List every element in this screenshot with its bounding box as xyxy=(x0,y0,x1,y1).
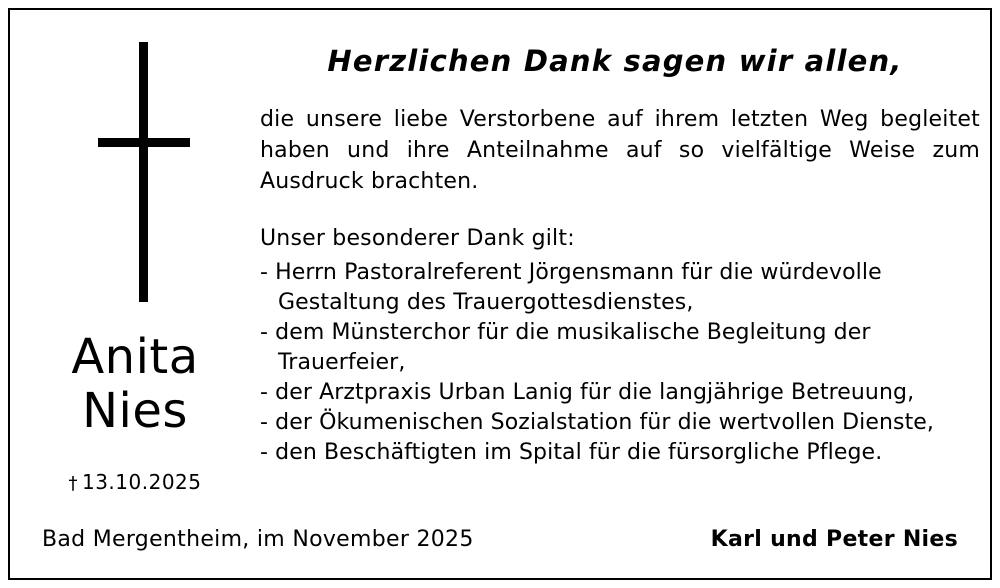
list-item: - dem Münsterchor für die musikalische Begleitung der Trauerfeier, xyxy=(260,320,871,375)
thanks-list xyxy=(260,258,980,468)
place-and-date: Bad Mergentheim, im November 2025 xyxy=(42,527,474,552)
death-date-value: 13.10.2025 xyxy=(81,470,202,494)
list-item: - den Beschäftigten im Spital für die fürsorgliche Pflege. xyxy=(260,440,883,465)
card-border-frame xyxy=(8,8,992,580)
cross-vertical-bar xyxy=(139,42,148,302)
cross-icon xyxy=(20,42,250,302)
list-item: - der Arztpraxis Urban Lanig für die langjährige Betreuung, xyxy=(260,380,915,405)
deceased-last-name: Nies xyxy=(82,383,188,439)
deceased-first-name: Anita xyxy=(71,329,199,385)
message-panel xyxy=(260,44,980,468)
cross-horizontal-bar xyxy=(98,138,190,147)
list-item: - der Ökumenischen Sozialstation für die wertvollen Dienste, xyxy=(260,410,935,435)
headline: Herzlichen Dank sagen wir allen, xyxy=(327,44,903,78)
intro-paragraph: die unsere liebe Verstorbene auf ihrem letzten Weg begleitet haben und ihre Anteilnahme auf so vielfältige Weise zum Ausdruck brachten. xyxy=(260,107,980,194)
thanks-intro: Unser besonderer Dank gilt: xyxy=(260,226,575,251)
signature: Karl und Peter Nies xyxy=(710,527,958,552)
deceased-name xyxy=(20,330,250,438)
list-item: - Herrn Pastoralreferent Jörgensmann für die würdevolle Gestaltung des Trauergottesdienstes, xyxy=(260,260,882,315)
death-date xyxy=(20,470,250,494)
deceased-panel xyxy=(20,20,250,568)
dagger-icon: † xyxy=(68,473,78,494)
